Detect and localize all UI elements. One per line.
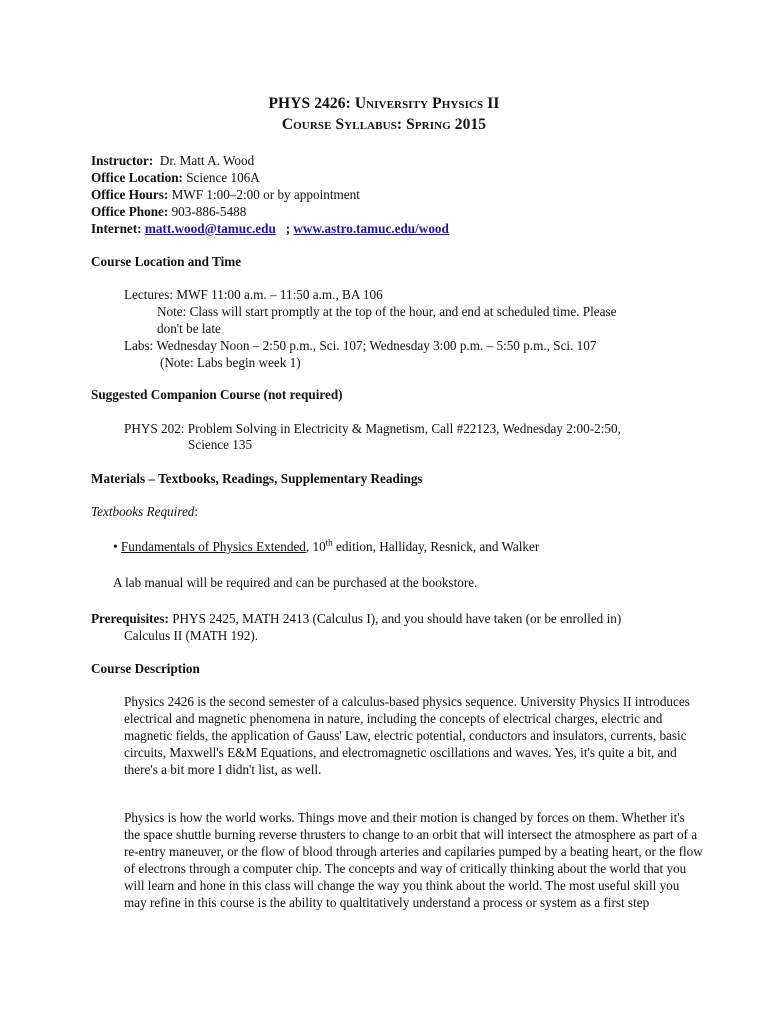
instructor-row <box>91 152 254 169</box>
labs-text: Labs: Wednesday Noon – 2:50 p.m., Sci. 107; Wednesday 3:00 p.m. – 5:50 p.m., Sci. 107 <box>124 338 597 353</box>
lectures-note-line1: Note: Class will start promptly at the top of the hour, and end at scheduled time. Please <box>157 304 617 319</box>
textbooks-colon: : <box>194 504 199 519</box>
textbooks-required <box>91 503 198 520</box>
email-link[interactable]: matt.wood@tamuc.edu <box>144 221 276 236</box>
office-location-label: Office Location: <box>91 170 183 185</box>
companion-heading: Suggested Companion Course (not required) <box>91 387 343 402</box>
textbooks-label: Textbooks Required <box>91 504 195 519</box>
description-paragraph-2: Physics is how the world works. Things move and their motion is changed by forces on them. Whether it's the space shuttle burning reverse thrusters to change to an orbit that will intersect the atmosphere as part of a re-entry maneuver, or the flow of blood through arteries and capilaries pumped by a beating heart, or the flow of electrons through a computer chip. The concepts and way of critically thinking about the world that you will learn and hone in this class will change the way you think about the world. The most useful skill you may refine in this course is the ability to qualtitatively understand a process or system as a first step <box>124 810 703 910</box>
course-location-heading: Course Location and Time <box>91 254 242 269</box>
office-hours-row <box>91 186 360 203</box>
office-location-value: Science 106A <box>186 170 260 185</box>
website-link[interactable]: www.astro.tamuc.edu/wood <box>293 221 449 236</box>
textbook-item <box>113 538 539 555</box>
companion-line2: Science 135 <box>188 437 253 452</box>
labs-note: (Note: Labs begin week 1) <box>160 355 301 370</box>
office-phone-row <box>91 203 246 220</box>
prerequisites-line2: Calculus II (MATH 192). <box>124 628 259 643</box>
prerequisites-row <box>91 610 621 627</box>
office-location-row <box>91 169 260 186</box>
prerequisites-label: Prerequisites: <box>91 611 169 626</box>
book-authors: edition, Halliday, Resnick, and Walker <box>332 539 540 554</box>
instructor-label: Instructor: <box>91 153 154 168</box>
office-hours-label: Office Hours: <box>91 187 169 202</box>
link-separator: ; <box>285 221 291 236</box>
office-hours-value: MWF 1:00–2:00 or by appointment <box>171 187 360 202</box>
companion-line1: PHYS 202: Problem Solving in Electricity & Magnetism, Call #22123, Wednesday 2:00-2:50, <box>124 421 621 436</box>
book-title: Fundamentals of Physics Extended <box>120 539 306 554</box>
office-phone-value: 903-886-5488 <box>171 204 247 219</box>
prerequisites-line1: PHYS 2425, MATH 2413 (Calculus I), and you should have taken (or be enrolled in) <box>168 611 622 626</box>
description-paragraph-1: Physics 2426 is the second semester of a calculus-based physics sequence. University Physics II introduces electrical and magnetic phenomena in nature, including the concepts of electrical charges, electric and magnetic fields, the application of Gauss' Law, electric potential, conductors and insulators, currents, basic circuits, Maxwell's E&M Equations, and electromagnetic oscillations and waves. Yes, it's quite a bit, and there's a bit more I didn't list, as well. <box>124 694 690 777</box>
lab-manual-text: A lab manual will be required and can be purchased at the bookstore. <box>113 575 478 590</box>
bullet-icon: • <box>113 539 118 554</box>
page-subtitle: Course Syllabus: Spring 2015 <box>281 116 487 133</box>
materials-heading: Materials – Textbooks, Readings, Supplementary Readings <box>91 471 423 486</box>
course-description-heading: Course Description <box>91 661 200 676</box>
internet-label: Internet: <box>91 221 142 236</box>
page-title: PHYS 2426: University Physics II <box>268 95 500 112</box>
lectures-text: Lectures: MWF 11:00 a.m. – 11:50 a.m., BA 106 <box>124 287 383 302</box>
book-edition: , 10 <box>305 539 326 554</box>
instructor-value: Dr. Matt A. Wood <box>159 153 255 168</box>
book-edition-superscript: th <box>325 537 333 548</box>
lectures-note-line2: don't be late <box>157 321 221 336</box>
internet-row <box>91 220 449 237</box>
office-phone-label: Office Phone: <box>91 204 169 219</box>
